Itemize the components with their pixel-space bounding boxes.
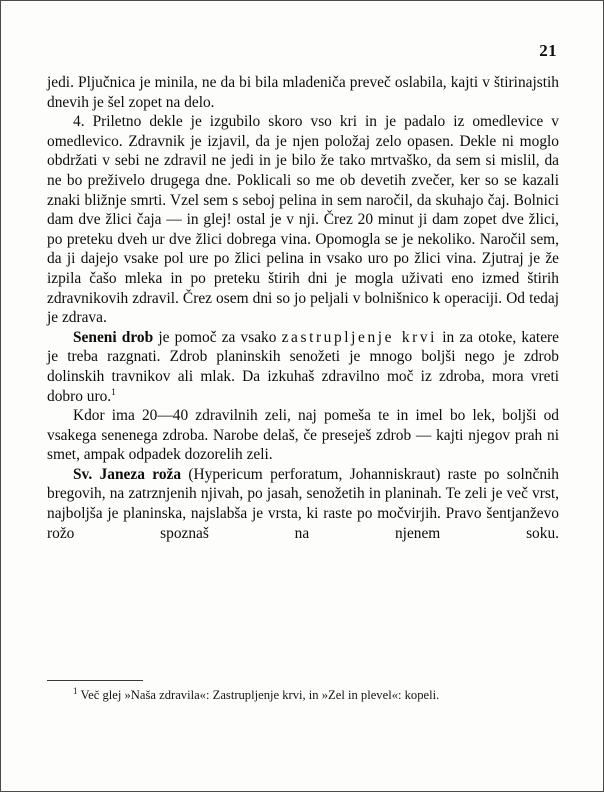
- footnote-separator-rule: [47, 680, 143, 681]
- text-run: je pomoč za vsako: [153, 328, 282, 346]
- para-sv-janeza-roza: [47, 465, 559, 543]
- para-case-4: [47, 112, 559, 328]
- text-run: (Hypericum perforatum, Johanniskraut) raste po solnčnih bregovih, na zatrznjenih njivah, po jasah, senožetih in planinah. Te zeli je več vrst, najboljša je planinska, najslabša je vrsta, ki raste po močvirjih. Pravo šentjanževo rožo spoznaš na njenem soku.: [47, 465, 559, 542]
- run-in-heading: Sv. Janeza roža: [73, 465, 182, 483]
- text-run: in za otoke, katere je treba razgnati. Zdrob planinskih senožeti je mnogo boljši nego je zdrob dolinskih travnikov ali mlak. Da izkuhaš zdravilno moč iz zdroba, mora vreti dobro uro.: [47, 328, 559, 405]
- para-kdor-ima: [47, 406, 559, 465]
- page-body-text: [47, 73, 559, 543]
- footnote-reference: 1: [111, 386, 116, 398]
- text-run: 4. Priletno dekle je izgubilo skoro vso kri in je padalo iz omedlevice v omedlevico. Zdravnik je izjavil, da je njen položaj zelo opasen. Dekle ni moglo obdržati v sebi ne zdravil ne jedi in je bilo že tako mrtvaško, da sem si mislil, da ne bo preživelo drugega dne. Poklicali so me ob devetih zvečer, ker so se kazali znaki bližnje smrti. Vzel sem s seboj pelina in sem naročil, da skuhajo čaj. Bolnici dam dve žlici čaja — in glej! ostal je v nji. Črez 20 minut ji dam zopet dve žlici, po preteku dveh ur dve žlici dobrega vina. Opomogla se je nekoliko. Naročil sem, da ji dajejo vsake pol ure po žlici pelina in vsako uro po žlici vina. Zjutraj je že izpila čašo mleka in po preteku štirih dni je mogla uživati eno izmed štirih zdravnikovih zdravil. Črez osem dni so jo peljali v bolnišnico k operaciji. Od tedaj je zdrava.: [47, 113, 559, 327]
- run-in-heading: Seneni drob: [73, 328, 154, 346]
- text-run: jedi. Pljučnica je minila, ne da bi bila mladeniča preveč oslabila, kajti v štirinajstih dnevih je šel zopet na delo.: [47, 74, 559, 111]
- text-run: Kdor ima 20—40 zdravilnih zeli, naj pomeša te in imel bo lek, boljši od vsakega senenega zdroba. Narobe delaš, če preseješ zdrob — kajti njegov prah ni smet, ampak odpadek dozorelih zeli.: [47, 407, 559, 464]
- para-continuation: [47, 73, 559, 112]
- page-number: 21: [539, 41, 557, 60]
- footnote-body: Več glej »Naša zdravila«: Zastrupljenje krvi, in »Zel in plevel«: kopeli.: [80, 688, 440, 702]
- emphasis-letterspaced: zastrupljenje krvi: [281, 328, 438, 346]
- footnote-block: [47, 687, 559, 703]
- footnote-marker: 1: [73, 685, 78, 696]
- para-seneni-drob: [47, 328, 559, 406]
- footnote-text: [47, 687, 559, 703]
